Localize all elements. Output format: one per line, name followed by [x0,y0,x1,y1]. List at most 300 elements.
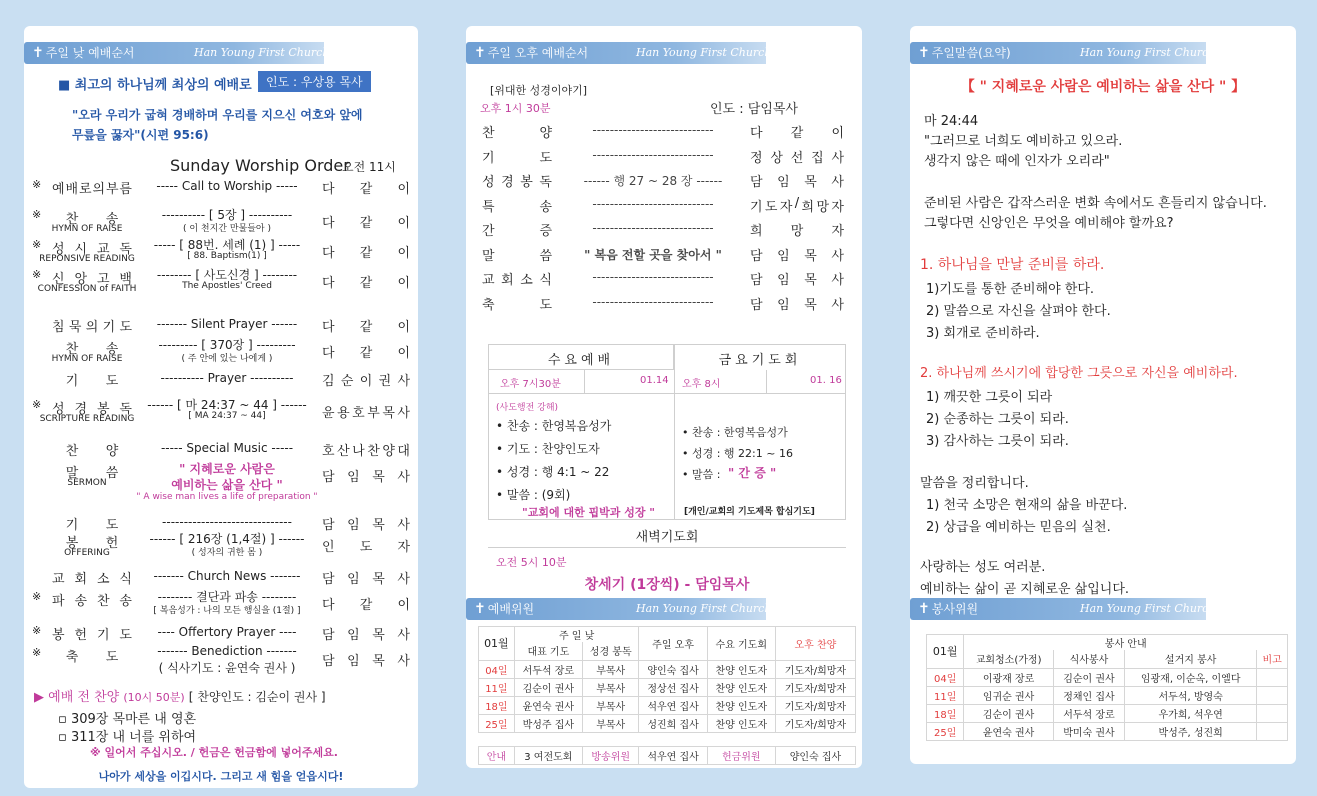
leader-char: 임 [347,628,360,643]
row-detail: ------- Church News ------- [153,569,301,583]
label-char: 신 [52,272,65,287]
label-char: 도 [105,518,119,533]
label-char: 교 [52,572,65,587]
row-label [482,171,552,190]
required-star-icon: ※ [32,238,42,251]
leader-char: 다 [322,182,335,197]
label-char: 로 [78,182,92,197]
dawn-time: 오전 5시 10분 [496,556,567,569]
label-char: 기 [65,518,79,533]
pre-praise-time: (10시 50분) [123,691,185,704]
header-church-name: Han Young First Church [1080,46,1216,59]
row-leader [322,624,414,643]
hymn-item: ▫ 309장 목마른 내 영혼 [58,712,197,727]
dawn-title: 새벽기도회 [635,530,699,545]
label-char: 봉 [65,536,79,551]
leader-char: 다 [322,346,335,361]
row-label [32,624,132,643]
label-char: 독 [119,402,132,417]
table-cell: 정채인 집사 [1053,686,1124,704]
scripture-quote: 생각지 않은 때에 인자가 오리라" [924,154,1110,169]
leader-char: 목 [372,470,385,485]
label-char: 도 [105,374,119,389]
point-item: 3) 감사하는 그릇이 되라. [926,434,1069,449]
label-char: 예 [52,182,65,197]
row-detail: 예비하는 삶을 산다 " [171,478,283,492]
fri-item: • 말씀 : [682,468,721,481]
leader-char: 권 [378,374,392,389]
row-leader [322,316,414,335]
table-cell: 김순이 권사 [1053,668,1124,686]
order-time: 오전 11시 [342,160,396,174]
header-title: 예배위원 [487,602,535,616]
row-detail: ---- Offertory Prayer ---- [157,625,297,639]
label-char: 특 [482,199,495,215]
leader-char: 목 [372,518,385,533]
leader-char: 정 [750,150,763,166]
wed-note: (사도행전 강해) [496,403,559,413]
label-char: 묵 [68,320,82,335]
table-cell: 서두석 장로 [514,660,582,678]
leader-char: 같 [359,216,373,231]
label-char: 헌 [74,628,88,643]
summary-item: 1) 천국 소망은 현재의 삶을 바꾼다. [926,498,1128,513]
label-char: 도 [539,150,552,166]
leader-char: 목 [804,297,817,313]
leader-char: 사 [397,406,410,421]
cross-icon: ✝ [474,601,486,617]
label-char: 소 [96,572,110,587]
label-char: 헌 [105,536,119,551]
row-detail: ---------------------------- [592,294,714,309]
sunday-morning-panel [24,26,418,788]
fri-time: 오후 8시 [682,379,721,390]
row-leader [322,370,414,389]
leader-char: 도 [764,199,778,215]
leader-char: 목 [804,175,817,190]
label-char: 회 [74,572,88,587]
table-cell: 임광재, 이순옥, 이엘다 [1125,668,1257,686]
row-detail-sub: The Apostles' Creed [182,281,272,291]
leader-char: 용 [337,406,350,421]
label-char: 의 [85,320,99,335]
row-label [32,440,132,459]
label-char: 기 [65,374,79,389]
label-char: 기 [96,628,110,643]
row-label-en: HYMN OF RAISE [51,354,123,364]
label-char: 말 [65,466,79,481]
leader-char: 자 [779,199,793,215]
label-char: 도 [105,650,119,665]
pre-praise-leader: [ 찬양인도 : 김순이 권사 ] [188,690,326,704]
leader-char: 담 [322,572,335,587]
wed-item: • 말씀 : (9회) [496,488,571,502]
table-cell: 박미숙 권사 [1053,722,1124,740]
label-char: 축 [65,650,79,665]
footer-cell: 3 여전도회 [514,746,582,764]
leader-char: 임 [347,470,360,485]
cross-icon: ✝ [32,45,44,61]
leader-char: 인 [322,540,335,555]
table-cell: 기도자/희망자 [775,660,855,678]
label-char: 찬 [65,342,79,357]
row-detail-sub: ( 식사기도 : 윤연숙 권사 ) [158,661,296,675]
label-char: 도 [539,297,552,313]
row-detail: ---------- [ 5장 ] ---------- [161,208,293,222]
label-char: 봉 [52,628,65,643]
label-char: 양 [539,126,552,141]
closing-text: 사랑하는 성도 여러분. [920,560,1046,575]
table-cell: 서두석, 방영숙 [1125,686,1257,704]
row-leader [750,171,844,190]
row-leader [750,122,844,141]
row-detail: ---------------------------- [592,196,714,211]
point-heading: 1. 하나님을 만날 준비를 하라. [920,257,1105,273]
label-char: 찬 [65,444,79,459]
label-char: 찬 [96,594,110,609]
wed-item: • 찬송 : 한영복음성가 [496,419,612,433]
table-cell: 서두석 장로 [1053,704,1124,722]
label-char: 경 [501,175,514,190]
row-label [482,245,552,264]
label-char: 기 [482,150,495,166]
label-char: 증 [539,224,552,239]
leader-char: 사 [831,297,844,313]
leader-char: 다 [322,598,335,613]
hymn-item: ▫ 311장 내 너를 위하여 [58,730,197,745]
wed-item: • 성경 : 행 4:1 ~ 22 [496,465,610,479]
leader-char: 임 [347,572,360,587]
row-detail: ------ [ 마 24:37 ~ 44 ] ------ [147,398,307,412]
leader-char: 목 [804,248,817,264]
row-label [32,316,132,335]
month-cell: 01월 [479,627,515,661]
row-detail: ------ 행 27 ~ 28 장 ------ [583,174,723,188]
point-item: 2) 순종하는 그릇이 되라. [926,412,1069,427]
leader-char: 다 [322,276,335,291]
label-char: 찬 [482,126,495,141]
table-cell: 박성주, 성진희 [1125,722,1257,740]
row-leader [322,650,414,669]
label-char: 봉 [520,175,533,190]
leader-char: 다 [322,216,335,231]
row-label [482,269,552,288]
sermon-title: 【 " 지혜로운 사람은 예비하는 삶을 산다 " 】 [960,79,1246,95]
leader-char: 이 [397,216,410,231]
header-church-name: Han Young First Church [636,46,772,59]
row-detail: ------- Silent Prayer ------ [156,317,298,331]
row-label [32,178,132,197]
row-detail-sub: [ 88. Baptism(1) ] [187,251,267,261]
label-char: 말 [482,248,495,264]
fri-item: • 성경 : 행 22:1 ~ 16 [682,447,793,460]
leader-char: 희 [801,199,815,215]
leader-char: 목 [804,273,817,288]
leader-char: 담 [750,273,763,288]
section-header [466,42,772,64]
col-header: 봉사 안내 [964,635,1288,651]
leader-char: 이 [397,246,410,261]
table-cell: 임귀순 권사 [964,686,1053,704]
leader-char: 자 [831,199,844,215]
row-detail: ------------------------------ [162,515,292,529]
label-chars [52,646,132,665]
table-cell: 윤연숙 권사 [514,696,582,714]
closing-text: 예비하는 삶이 곧 지혜로운 삶입니다. [920,582,1130,597]
row-label [32,514,132,533]
label-char: 식 [119,572,132,587]
table-cell: 25일 [479,714,515,732]
leader-char: 목 [372,628,385,643]
cross-icon: ✝ [918,45,930,61]
table-cell: 부목사 [582,660,639,678]
label-char: 부 [105,182,119,197]
table-cell: 부목사 [582,714,639,732]
table-cell-empty [1257,668,1288,686]
leader-char: 목 [372,654,385,669]
row-leader [322,568,414,587]
footer-slogan: 나아가 세상을 이깁시다. 그리고 새 힘을 얻읍시다! [98,770,344,783]
leader-char: 다 [750,126,763,141]
label-char: 교 [482,273,495,288]
leader-char: 임 [347,518,360,533]
service-rows [927,668,1288,740]
label-char: 회 [501,273,514,288]
label-chars [52,624,132,643]
leader-char: 사 [397,470,410,485]
col-header: 비고 [1257,650,1288,668]
label-char: 성 [52,242,65,257]
row-detail: ---------------------------- [592,221,714,235]
leader-char: 부 [367,406,380,421]
label-char: 송 [539,199,552,215]
table-cell: 25일 [927,722,964,740]
row-label-en: SERMON [67,478,107,488]
col-header: 성경 봉독 [582,642,639,660]
leader-char: 집 [811,150,824,166]
table-cell: 김순이 권사 [964,704,1053,722]
leader-char: 이 [831,126,844,141]
table-row [927,704,1288,722]
leader-char: 담 [322,654,335,669]
label-char: 의 [92,182,106,197]
row-leader [750,294,844,313]
footer-cell: 석우연 집사 [639,746,707,764]
label-chars [52,316,132,335]
table-row [927,722,1288,740]
required-star-icon: ※ [32,268,42,281]
row-leader [322,212,414,231]
scripture-ref: 마 24:44 [924,114,979,129]
label-char: 침 [52,320,65,335]
row-label [32,590,132,609]
leader-char: 사 [831,248,844,264]
leader-char: 목 [382,406,395,421]
leader-char: 사 [397,374,410,389]
leader-char: 사 [397,654,410,669]
table-cell: 부목사 [582,678,639,696]
required-star-icon: ※ [32,590,42,603]
table-cell: 04일 [479,660,515,678]
col-header: 설거지 봉사 [1125,650,1257,668]
row-leader [322,342,414,361]
table-cell: 성진희 집사 [639,714,707,732]
row-leader [322,272,414,291]
table-cell: 윤연숙 권사 [964,722,1053,740]
banner-title: ■ 최고의 하나님께 최상의 예배로 [58,78,252,93]
header-title: 봉사위원 [931,602,979,616]
point-item: 1)기도를 통한 준비해야 한다. [926,282,1095,297]
table-cell: 기도자/희망자 [775,696,855,714]
header-church-name: Han Young First Church [1080,602,1216,615]
point-item: 1) 깨끗한 그릇이 되라 [926,390,1053,405]
header-church-name: Han Young First Church [194,46,330,59]
leader-char: 이 [397,182,410,197]
table-cell: 석우연 집사 [639,696,707,714]
row-detail: --------- [ 370장 ] --------- [158,338,296,352]
label-chars [52,568,132,587]
leader-char: 기 [750,199,763,215]
row-label-en: HYMN OF RAISE [51,224,123,234]
divider [584,370,585,394]
col-header: 주 일 낮 [514,627,639,643]
required-star-icon: ※ [32,624,42,637]
table-cell: 정상선 집사 [639,678,707,696]
table-cell: 04일 [927,668,964,686]
row-detail: ---------------------------- [592,270,714,284]
leader-char: 대 [397,444,410,459]
leader-char: 같 [790,126,804,141]
row-label-en: CONFESSION of FAITH [37,284,137,294]
leader-badge: 인도 : 우상용 목사 [258,71,371,92]
leader-char: 같 [359,346,373,361]
table-cell: 18일 [927,704,964,722]
leader-char: 이 [397,276,410,291]
row-leader [322,402,414,421]
pre-praise-title: ▶ 예배 전 찬양 [34,690,120,705]
service-time: 오후 1시 30분 [480,102,551,115]
leader-char: 자 [397,540,410,555]
table-row [479,678,856,696]
row-label-en: SCRIPTURE READING [39,414,135,424]
label-char: 시 [74,242,88,257]
header-title: 주일 낮 예배순서 [45,46,135,60]
col-header: 교회청소(가정) [964,650,1053,668]
leader-char: 이 [397,346,410,361]
leader-char: 임 [777,248,790,264]
intro-text: 그렇다면 신앙인은 무엇을 예비해야 할까요? [924,216,1174,231]
required-star-icon: ※ [32,208,42,221]
label-char: 송 [105,212,119,227]
label-char: 앙 [74,272,88,287]
col-header: 대표 기도 [514,642,582,660]
point-heading: 2. 하나님께 쓰시기에 합당한 그릇으로 자신을 예비하라. [920,366,1238,381]
row-detail: ----- [ 88번. 세례 (1) ] ----- [153,238,301,252]
leader-char: 호 [352,406,365,421]
leader-char: 담 [322,470,335,485]
spacer [479,732,856,746]
label-char: 소 [520,273,533,288]
row-label-en: REPONSIVE READING [39,254,135,264]
table-cell-empty [1257,686,1288,704]
label-char: 도 [119,320,132,335]
leader-char: 다 [322,246,335,261]
verse-line-2: 무릎을 꿇자"(시편 95:6) [72,128,209,142]
row-detail: ---------------------------- [592,147,714,162]
row-label [482,220,552,239]
row-detail: " 지혜로운 사람은 [179,462,275,476]
table-cell: 이광재 장로 [964,668,1053,686]
row-leader [750,147,844,166]
required-star-icon: ※ [32,646,42,659]
divider [766,370,767,394]
header-church-name: Han Young First Church [636,602,772,615]
header-title: 주일말씀(요약) [931,46,1011,60]
section-header [910,42,1216,64]
row-detail: ---------- Prayer ---------- [160,371,294,385]
label-char: 교 [96,242,110,257]
row-detail-sub: [ 복음성가 : 나의 모든 행실을 (1절) ] [153,606,301,616]
label-char: 름 [119,182,132,197]
label-char: 독 [539,175,552,190]
leader-char: 상 [770,150,783,166]
table-cell: 11일 [479,678,515,696]
label-chars [52,370,132,389]
subtitle: [위대한 성경이야기] [490,84,588,97]
footer-cell: 헌금위원 [707,746,775,764]
section-header [466,598,772,620]
table-cell: 박성주 집사 [514,714,582,732]
required-star-icon: ※ [32,178,42,191]
row-detail-sub: ( 이 천지간 만물들아 ) [182,224,272,234]
leader-char: 같 [359,598,373,613]
label-chars [52,514,132,533]
leader-char: 호 [322,444,335,459]
leader-char: 목 [372,572,385,587]
leader-char: 같 [359,246,373,261]
service-table [926,634,1288,741]
fri-item: • 찬송 : 한영복음성가 [682,426,788,439]
fri-note: [개인/교회의 기도제목 합심기도] [684,507,815,517]
row-detail: -------- [ 사도신경 ] -------- [156,268,298,282]
table-row [479,714,856,732]
leader-char: 사 [831,175,844,190]
label-char: 배 [65,182,79,197]
row-detail-sub: " A wise man lives a life of preparation " [136,492,318,502]
wed-title: 수요예배 [547,353,615,368]
committee-table [478,626,856,765]
row-label [482,147,552,166]
leader-char: 희 [750,224,763,239]
label-char: 식 [539,273,552,288]
dawn-text: 창세기 (1장씩) - 담임목사 [584,577,750,593]
wed-time: 오후 7시30분 [500,379,561,390]
section-header [24,42,330,64]
label-chars [52,440,132,459]
leader-char: 사 [397,518,410,533]
label-char: 고 [96,272,110,287]
leader-char: 나 [352,444,365,459]
footer-cell: 안내 [479,746,515,764]
row-leader [322,440,414,459]
row-detail: " 복음 전할 곳을 찾아서 " [584,247,722,262]
col-header: 오후 찬양 [775,627,855,661]
table-cell-empty [1257,704,1288,722]
row-detail: ----- Special Music ----- [160,441,294,455]
row-leader [322,594,414,613]
row-detail: ------- Benediction ------- [157,644,297,658]
leader-char: 담 [322,628,335,643]
